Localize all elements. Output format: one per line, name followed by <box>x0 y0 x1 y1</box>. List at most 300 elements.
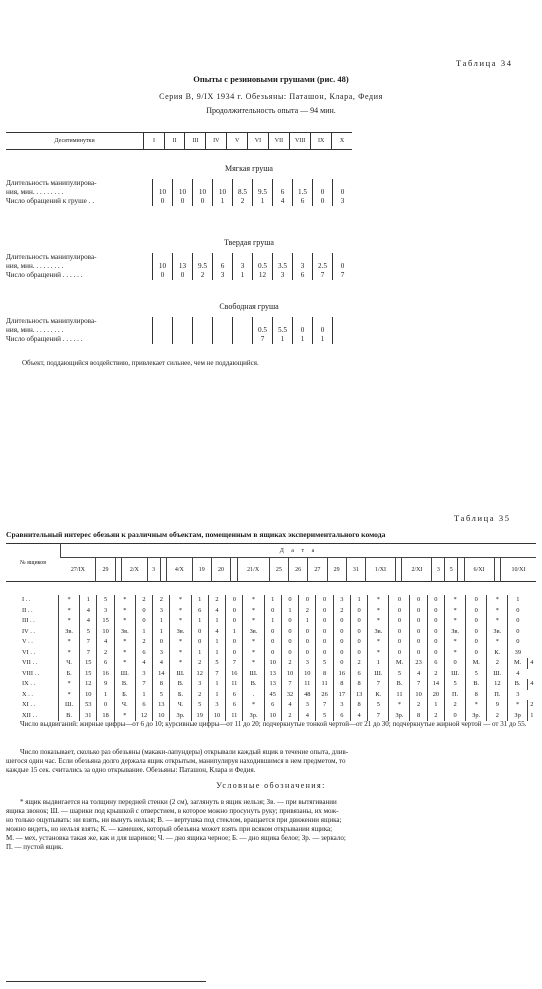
section <box>6 238 352 280</box>
cell: 0 <box>351 648 368 659</box>
cell: 12 <box>487 679 508 690</box>
cell: 1 <box>351 595 368 606</box>
cell: 5 <box>466 669 487 680</box>
row-label: VII . . <box>22 659 38 666</box>
cell: 1 <box>153 616 170 627</box>
cell: 0 <box>264 627 281 638</box>
cell: 10 <box>208 711 225 722</box>
cell: 4 <box>97 637 114 648</box>
cell: 10 <box>299 669 316 680</box>
conventions-title: Условные обозначения: <box>216 781 326 790</box>
row-label: ния, мин. . . . . . . . . <box>6 188 64 196</box>
cell: 0 <box>508 616 527 627</box>
cell: 0 <box>389 648 410 659</box>
table-35-para2-l2: шегося один час. Если обезьяна долго держала ящик открытым, манипулируя находившимся в нем предметом, то <box>6 757 346 765</box>
header-label: № ящиков <box>19 559 47 566</box>
date-header: 5 <box>445 558 458 582</box>
cell: 0 <box>135 606 152 617</box>
cell: 8 <box>153 679 170 690</box>
row-label: VIII . . <box>22 669 40 677</box>
cell: 32 <box>281 690 298 701</box>
cell <box>173 335 193 344</box>
cell: 0 <box>193 197 213 206</box>
cell: 1 <box>313 335 333 344</box>
cell: В. <box>170 679 191 690</box>
cell: 0 <box>508 627 527 638</box>
cell: * <box>243 616 264 627</box>
cell <box>273 253 293 262</box>
cell: 0 <box>508 606 527 617</box>
column-header: IX <box>311 133 332 150</box>
cell: 5.5 <box>273 326 293 335</box>
cell <box>153 179 173 188</box>
cell: 1 <box>273 335 293 344</box>
table-34-title: Опыты с резиновыми грушами (рис. 48) <box>193 74 349 84</box>
cell: 45 <box>264 690 281 701</box>
cell: * <box>445 606 466 617</box>
cell: 0 <box>389 616 410 627</box>
cell: 2 <box>333 606 350 617</box>
cell: 0 <box>135 616 152 627</box>
cell: 4 <box>208 627 225 638</box>
cell: Ш. <box>114 669 135 680</box>
cell: 0 <box>191 637 208 648</box>
cell: 0 <box>410 637 427 648</box>
cell: Б. <box>114 690 135 701</box>
cell: 1 <box>226 627 243 638</box>
cell: 1 <box>213 197 233 206</box>
cell: 3 <box>333 197 353 206</box>
cell: 0 <box>264 606 281 617</box>
column-header: II <box>164 133 185 150</box>
cell: * <box>59 606 80 617</box>
cell: 0 <box>466 606 487 617</box>
cell: 0 <box>316 606 333 617</box>
cell: 5 <box>191 700 208 711</box>
column-header: VI <box>248 133 269 150</box>
cell: * <box>487 637 508 648</box>
cell: 1 <box>281 606 298 617</box>
cell: 10 <box>97 627 114 638</box>
cell: 0 <box>293 326 313 335</box>
cell: 0.5 <box>253 262 273 271</box>
cell: В. <box>114 679 135 690</box>
cell: Зр. <box>170 711 191 722</box>
cell: 3 <box>273 271 293 280</box>
cell: * <box>114 658 135 669</box>
cell: 16 <box>97 669 114 680</box>
cell: Зв. <box>487 627 508 638</box>
cell: 0 <box>333 188 353 197</box>
cell: 0 <box>281 648 298 659</box>
cell: 6 <box>191 606 208 617</box>
cell: 6 <box>213 262 233 271</box>
cell: 53 <box>80 700 97 711</box>
cell: 0 <box>226 606 243 617</box>
cell: 3 <box>299 658 316 669</box>
cell: 0 <box>466 595 487 606</box>
table-row <box>6 271 352 280</box>
cell: 0 <box>226 648 243 659</box>
cell: 6 <box>293 197 313 206</box>
cell: 1 <box>208 648 225 659</box>
cell: 0 <box>351 627 368 638</box>
cell: 0.5 <box>253 326 273 335</box>
cell <box>253 317 273 326</box>
cell: 0 <box>264 637 281 648</box>
cell: Ш. <box>243 669 264 680</box>
cell: 3 <box>191 679 208 690</box>
cell: 2 <box>351 658 368 669</box>
date-header: 1/XI <box>366 558 396 582</box>
cell: 3 <box>299 700 316 711</box>
cell: 0 <box>410 595 427 606</box>
date-header: 27 <box>308 558 327 582</box>
section <box>6 302 352 344</box>
cell: 13 <box>264 669 281 680</box>
cell: 0 <box>410 648 427 659</box>
table-35-para2-l1: Число показывает, сколько раз обезьяны (макаки-лапундеры) открывали каждый ящик в течение опыта, длив- <box>20 748 349 756</box>
cell: 1 <box>293 335 313 344</box>
cell: * <box>368 616 389 627</box>
cell <box>293 253 313 262</box>
table-row <box>6 669 536 680</box>
table-row <box>6 197 352 206</box>
cell <box>153 317 173 326</box>
cell: 0 <box>173 197 193 206</box>
cell: 16 <box>333 669 350 680</box>
cell: М. <box>389 658 410 669</box>
cell: 9.5 <box>193 262 213 271</box>
cell: 1 <box>191 595 208 606</box>
cell: 0 <box>333 658 350 669</box>
column-header: V <box>227 133 248 150</box>
cell: Ч. <box>114 700 135 711</box>
date-header: 6/XI <box>464 558 494 582</box>
cell: 0 <box>427 627 444 638</box>
cell: 8 <box>351 679 368 690</box>
cell: 0 <box>445 658 466 669</box>
cell: Ш. <box>368 669 389 680</box>
cell <box>153 253 173 262</box>
cell: 13 <box>264 679 281 690</box>
cell: 10 <box>153 711 170 722</box>
table-row <box>6 658 536 669</box>
cell: 1 <box>253 197 273 206</box>
cell <box>313 317 333 326</box>
cell: 2 <box>208 595 225 606</box>
cell: 48 <box>299 690 316 701</box>
cell: * <box>243 658 264 669</box>
cell: 19 <box>191 711 208 722</box>
cell: 14 <box>427 679 444 690</box>
cell <box>293 317 313 326</box>
cell: 3 <box>333 700 350 711</box>
table-row <box>6 253 352 262</box>
cell: 2 <box>191 690 208 701</box>
table-row <box>6 616 536 627</box>
cell: 10 <box>193 188 213 197</box>
cell: 2 <box>281 658 298 669</box>
cell: 0 <box>153 197 173 206</box>
cell: 39 <box>508 648 527 659</box>
cell: 0 <box>427 606 444 617</box>
row-label: Число обращений к груше . . <box>6 197 95 205</box>
cell: 10 <box>153 262 173 271</box>
cell: Зв. <box>445 627 466 638</box>
cell <box>193 317 213 326</box>
cell: 0 <box>299 595 316 606</box>
cell: 6 <box>333 711 350 722</box>
cell <box>333 253 353 262</box>
column-header: I <box>144 133 165 150</box>
cell <box>233 326 253 335</box>
cell: 1.5 <box>293 188 313 197</box>
table-row <box>6 606 536 617</box>
cell: В. <box>243 679 264 690</box>
cell: 0 <box>153 637 170 648</box>
cell: * <box>170 606 191 617</box>
cell <box>233 335 253 344</box>
cell: 0 <box>333 616 350 627</box>
row-label: Длительность манипулирова- <box>6 253 97 261</box>
column-header: IV <box>206 133 227 150</box>
cell: 5 <box>389 669 410 680</box>
cell <box>193 253 213 262</box>
cell: 2 <box>135 637 152 648</box>
cell: 6 <box>135 648 152 659</box>
cell: * <box>445 595 466 606</box>
cell: 6 <box>351 669 368 680</box>
cell: 26 <box>316 690 333 701</box>
cell: * <box>466 700 487 711</box>
cell: 2 <box>445 700 466 711</box>
cell: * <box>445 637 466 648</box>
cell: 4 <box>508 669 527 680</box>
cell: 2.5 <box>313 262 333 271</box>
cell: * <box>445 616 466 627</box>
row-label: XII . . <box>22 711 38 719</box>
cell: 0 <box>389 606 410 617</box>
cell <box>193 335 213 344</box>
cell: 1 <box>264 616 281 627</box>
cell <box>233 253 253 262</box>
cell: 7 <box>281 679 298 690</box>
row-label: VI . . <box>22 648 36 656</box>
cell <box>173 317 193 326</box>
cell: * <box>114 637 135 648</box>
cell <box>173 326 193 335</box>
cell <box>253 179 273 188</box>
cell: 4 <box>527 658 536 669</box>
date-header: 29 <box>327 558 346 582</box>
row-label: ния, мин. . . . . . . . . <box>6 326 64 334</box>
cell: 0 <box>351 637 368 648</box>
table-35-header <box>6 543 536 582</box>
footnote-divider <box>6 981 206 982</box>
cell: 11 <box>226 711 243 722</box>
cell: * <box>170 637 191 648</box>
cell: 3 <box>153 648 170 659</box>
cell: 1 <box>208 690 225 701</box>
cell: 6 <box>135 700 152 711</box>
cell: 7 <box>80 648 97 659</box>
cell: В. <box>389 679 410 690</box>
row-label: II . . <box>22 606 33 614</box>
cell: П. <box>445 690 466 701</box>
cell: 0 <box>466 616 487 627</box>
cell: В. <box>59 711 80 722</box>
cell: * <box>59 595 80 606</box>
date-header: 20 <box>211 558 230 582</box>
table-row <box>6 188 352 197</box>
cell <box>213 179 233 188</box>
cell: 12 <box>135 711 152 722</box>
cell: 10 <box>80 690 97 701</box>
cell: 10 <box>153 188 173 197</box>
cell: 0 <box>316 637 333 648</box>
date-header: 21/X <box>237 558 269 582</box>
cell: * <box>59 616 80 627</box>
table-row <box>6 700 536 711</box>
cell <box>313 253 333 262</box>
cell: В. <box>466 679 487 690</box>
cell: 3 <box>233 262 253 271</box>
cell: Зв. <box>368 627 389 638</box>
cell: 0 <box>508 637 527 648</box>
cell: 0 <box>333 637 350 648</box>
date-header: 10/XI <box>500 558 536 582</box>
row-label: ния, мин. . . . . . . . . <box>6 262 64 270</box>
table-row <box>6 627 536 638</box>
cell <box>273 179 293 188</box>
conventions-l3: но только ощупывать: ни взять, ни вынуть нельзя; В. — вертушка под стеклом, вращается при движении ящика; <box>6 816 342 824</box>
cell: * <box>243 606 264 617</box>
column-header: VII <box>268 133 289 150</box>
cell: 3 <box>508 690 527 701</box>
cell: * <box>170 658 191 669</box>
cell: 5 <box>153 690 170 701</box>
cell: 11 <box>226 679 243 690</box>
cell: 5 <box>208 658 225 669</box>
cell: 2 <box>527 700 536 711</box>
cell: 3.5 <box>273 262 293 271</box>
cell: 6 <box>293 271 313 280</box>
cell: 0 <box>466 627 487 638</box>
cell: 1 <box>208 637 225 648</box>
cell: * <box>368 606 389 617</box>
cell: 7 <box>208 669 225 680</box>
cell: К. <box>487 648 508 659</box>
cell: 1 <box>299 616 316 627</box>
cell: 3 <box>135 669 152 680</box>
cell: 7 <box>135 679 152 690</box>
column-header: III <box>185 133 206 150</box>
cell: 0 <box>173 271 193 280</box>
cell: 3 <box>293 262 313 271</box>
cell: 2 <box>135 595 152 606</box>
table-row <box>6 637 536 648</box>
cell <box>193 179 213 188</box>
cell: * <box>508 700 527 711</box>
table-row <box>6 262 352 271</box>
cell: * <box>114 616 135 627</box>
cell: 2 <box>427 711 444 722</box>
cell: 2 <box>427 669 444 680</box>
cell: 4 <box>527 679 536 690</box>
cell: 0 <box>427 595 444 606</box>
table-row <box>6 317 352 326</box>
cell: * <box>243 595 264 606</box>
cell: Б. <box>59 669 80 680</box>
cell: 4 <box>281 700 298 711</box>
cell: 0 <box>191 627 208 638</box>
cell: 0 <box>97 700 114 711</box>
cell: 0 <box>389 595 410 606</box>
cell <box>333 179 353 188</box>
cell: 0 <box>410 606 427 617</box>
cell: 2 <box>487 711 508 722</box>
cell: 18 <box>97 711 114 722</box>
cell: * <box>114 606 135 617</box>
cell: 0 <box>333 648 350 659</box>
cell: 1 <box>527 711 536 722</box>
table-34-caption: Таблица 34 <box>456 58 513 68</box>
cell: 15 <box>97 616 114 627</box>
cell: 0 <box>316 616 333 627</box>
cell: 0 <box>281 637 298 648</box>
cell: 0 <box>427 648 444 659</box>
cell: 0 <box>226 616 243 627</box>
cell: 1 <box>427 700 444 711</box>
cell <box>333 317 353 326</box>
table-35-para2-l3: каждые 15 сек. считались за одно открывание. Обезьяны: Паташон, Клара и Федия. <box>6 766 256 774</box>
cell: 0 <box>389 627 410 638</box>
cell: 7 <box>226 658 243 669</box>
cell: 6 <box>427 658 444 669</box>
cell: 8 <box>466 690 487 701</box>
cell: 11 <box>299 679 316 690</box>
cell: * <box>170 648 191 659</box>
section-title: Твердая груша <box>224 238 274 247</box>
cell: 1 <box>97 690 114 701</box>
row-label: Длительность манипулирова- <box>6 317 97 325</box>
cell: Ш. <box>170 669 191 680</box>
cell: 1 <box>208 679 225 690</box>
cell: 16 <box>226 669 243 680</box>
row-label: III . . <box>22 617 35 624</box>
cell: 10 <box>281 669 298 680</box>
cell <box>213 317 233 326</box>
date-header: 26 <box>289 558 308 582</box>
cell: 2 <box>487 658 508 669</box>
cell: 1 <box>191 616 208 627</box>
cell: 1 <box>135 627 152 638</box>
cell: 12 <box>191 669 208 680</box>
cell: 0 <box>316 595 333 606</box>
cell: 0 <box>389 637 410 648</box>
cell: 0 <box>281 595 298 606</box>
cell: 0 <box>427 637 444 648</box>
cell: 0 <box>281 627 298 638</box>
cell: 9 <box>487 700 508 711</box>
table-35-legend: Число выдвиганий: жирные цифры—от 6 до 10; курсивные цифры—от 11 до 20; подчеркнутые тонкой чертой—от 21 до 30; подчеркнутые жирной чертой — от 31 до 55. <box>20 720 527 728</box>
table-row <box>6 326 352 335</box>
column-header: VIII <box>290 133 311 150</box>
date-group: Д а т а <box>61 544 537 558</box>
cell <box>193 326 213 335</box>
cell <box>173 253 193 262</box>
